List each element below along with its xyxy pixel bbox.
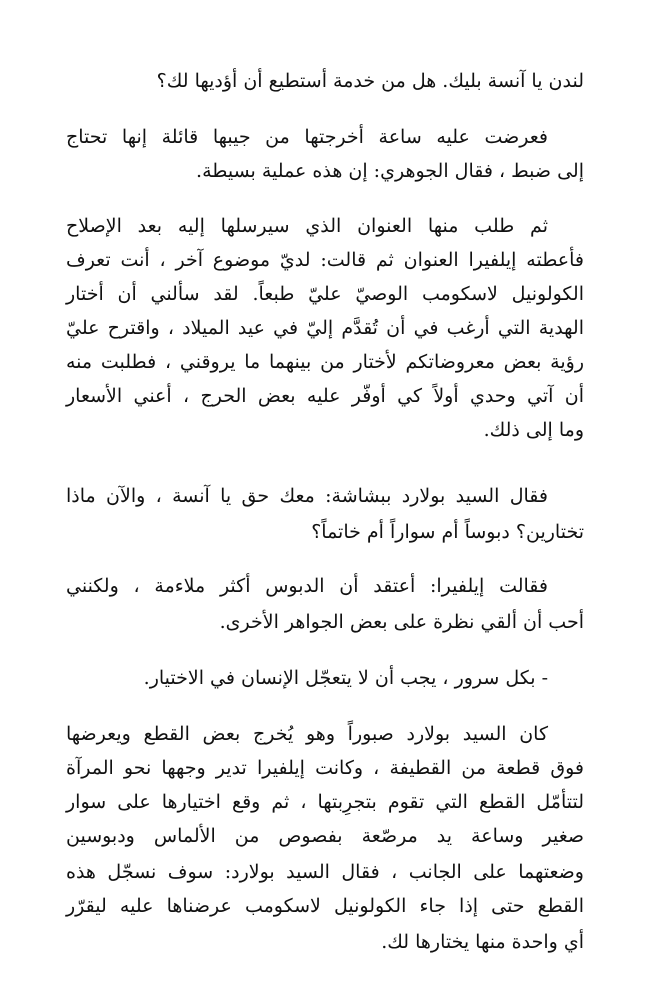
text-line: تختارين؟ دبوساً أم سواراً أم خاتماً؟ [311, 521, 584, 543]
text-line: إلى ضبط ، فقال الجوهري: إن هذه عملية بسيطة. [196, 160, 584, 182]
text-line: كان السيد بولارد صبوراً وهو يُخرج بعض القطع ويعرضها [66, 723, 548, 745]
text-line: رؤية بعض معروضاتكم لأختار من بينهما ما يروقني ، فطلبت منه [66, 351, 584, 373]
text-line: ثم طلب منها العنوان الذي سيرسلها إليه بعد الإصلاح [66, 215, 548, 237]
text-line: الهدية التي أرغب في أن تُقدَّم إليّ في عيد الميلاد ، واقترح عليّ [66, 317, 584, 339]
text-line: - بكل سرور ، يجب أن لا يتعجّل الإنسان في الاختيار. [143, 667, 548, 689]
text-line: القطع حتى إذا جاء الكولونيل لاسكومب عرضناها عليه ليقرّر [66, 895, 584, 917]
text-line: لندن يا آنسة بليك. هل من خدمة أستطيع أن أؤديها لك؟ [156, 70, 584, 92]
text-line: أي واحدة منها يختارها لك. [381, 931, 584, 953]
text-line: صغير وساعة يد مرصّعة بفصوص من الألماس ودبوسين [66, 825, 584, 847]
text-line: فقالت إيلفيرا: أعتقد أن الدبوس أكثر ملاءمة ، ولكنني [66, 575, 548, 597]
text-line: فأعطته إيلفيرا العنوان ثم قالت: لديّ موضوع آخر ، أنت تعرف [66, 249, 584, 271]
text-line: الكولونيل لاسكومب الوصيّ عليّ طبعاً. لقد سألني أن أختار [66, 283, 584, 305]
text-line: وضعتهما على الجانب ، فقال السيد بولارد: سوف نسجّل هذه [66, 861, 584, 883]
text-line: فوق قطعة من القطيفة ، وكانت إيلفيرا تدير وجهها نحو المرآة [66, 757, 584, 779]
text-line: فعرضت عليه ساعة أخرجتها من جيبها قائلة إنها تحتاج [66, 126, 548, 148]
text-line: أن آتي وحدي أولاً كي أوفّر عليه بعض الحرج ، أعني الأسعار [66, 385, 584, 407]
text-line: لتتأمّل القطع التي تقوم بتجرِبتها ، ثم وقع اختيارها على سوار [66, 791, 584, 813]
text-line: فقال السيد بولارد ببشاشة: معك حق يا آنسة ، والآن ماذا [66, 485, 548, 507]
text-line: أحب أن ألقي نظرة على بعض الجواهر الأخرى. [219, 611, 584, 633]
text-line: وما إلى ذلك. [483, 419, 584, 441]
